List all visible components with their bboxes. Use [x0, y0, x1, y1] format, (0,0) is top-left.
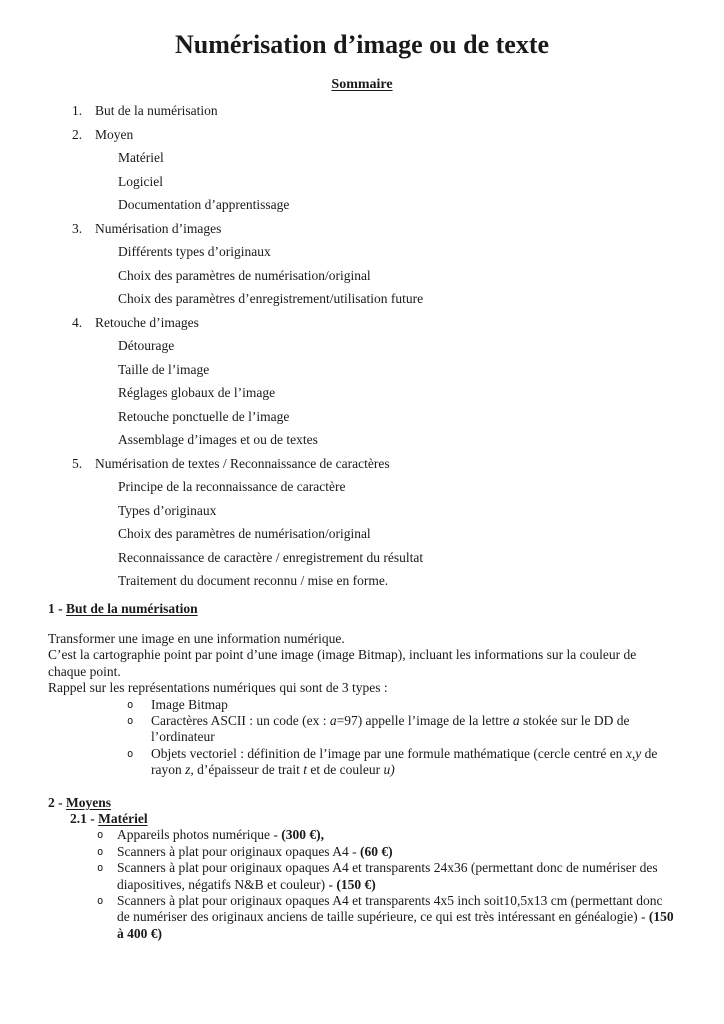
- toc-item-label: Choix des paramètres de numérisation/original: [118, 526, 371, 541]
- bullet-text: Image Bitmap: [151, 696, 228, 712]
- toc-item-label: Différents types d’originaux: [118, 244, 271, 259]
- toc-item: [48, 428, 676, 452]
- section-2-1-subheading-title: Matériel: [98, 810, 148, 826]
- toc-item: [48, 334, 676, 358]
- toc-item: [48, 499, 676, 523]
- toc-item: [48, 569, 676, 593]
- toc-item: [48, 170, 676, 194]
- bullet-item: [48, 697, 676, 713]
- section-1-heading-number: 1 -: [48, 600, 66, 616]
- section-2-bullet-list: [48, 827, 676, 942]
- toc-item: [48, 99, 676, 123]
- bullet-text: Scanners à plat pour originaux opaques A4 et transparents 24x36 (permettant donc de numériser des diapositives, négatifs N&B et couleur) - (150 €): [117, 860, 658, 892]
- toc-item: [48, 358, 676, 382]
- toc-item-label: But de la numérisation: [95, 103, 218, 118]
- paragraph-line: C’est la cartographie point par point d’une image (image Bitmap), incluant les informations sur la couleur de chaque point.: [48, 647, 637, 679]
- section-1-heading: [48, 601, 676, 617]
- bullet-text: Scanners à plat pour originaux opaques A4 - (60 €): [117, 843, 393, 859]
- toc-item: [48, 123, 676, 147]
- bullet-marker: o: [127, 747, 134, 760]
- toc-item-label: Numérisation d’images: [95, 220, 222, 236]
- section-1-paragraph: [48, 631, 676, 697]
- toc-item-label: Reconnaissance de caractère / enregistrement du résultat: [118, 549, 424, 565]
- toc-item: [48, 217, 676, 241]
- toc-item-number: 5.: [72, 455, 83, 471]
- toc-item: [48, 452, 676, 476]
- section-2-heading-title: Moyens: [66, 794, 111, 810]
- toc-item-number: 3.: [72, 220, 83, 236]
- section-1-bullet-list: [48, 697, 676, 779]
- bullet-item: [48, 893, 676, 942]
- bullet-marker: o: [97, 862, 104, 875]
- toc-item-label: Traitement du document reconnu / mise en forme.: [118, 573, 389, 588]
- paragraph-line: Rappel sur les représentations numériques qui sont de 3 types :: [48, 680, 388, 696]
- toc-item-label: Principe de la reconnaissance de caractère: [118, 479, 346, 494]
- toc-item-label: Moyen: [95, 126, 134, 142]
- bullet-text: Objets vectoriel : définition de l’image par une formule mathématique (cercle centré en x,y de rayon z, d’épaisseur de trait t et de couleur u): [151, 745, 658, 778]
- toc-item-label: Taille de l’image: [118, 361, 210, 377]
- toc-item-label: Détourage: [118, 338, 175, 353]
- bullet-marker: o: [127, 714, 134, 727]
- toc-item: [48, 475, 676, 499]
- bullet-text: Appareils photos numérique - (300 €),: [117, 827, 324, 843]
- section-2-heading: [48, 795, 676, 811]
- toc-item-number: 4.: [72, 314, 83, 330]
- bullet-item: [48, 746, 676, 779]
- section-2-1-subheading-number: 2.1 -: [70, 810, 99, 826]
- toc-item: [48, 193, 676, 217]
- toc-heading-label: Sommaire: [331, 77, 393, 92]
- section-but-de-la-numerisation: [48, 601, 676, 779]
- toc-item-label: Numérisation de textes / Reconnaissance de caractères: [95, 455, 390, 471]
- bullet-text: Scanners à plat pour originaux opaques A4 et transparents 4x5 inch soit10,5x13 cm (permettant donc de numériser des originaux anciens de taille supérieure, ce qui est très intéressant en généalogie) - (150 à 400 €): [117, 893, 674, 941]
- toc-item-label: Logiciel: [118, 173, 163, 189]
- toc-item-label: Retouche d’images: [95, 314, 199, 330]
- toc-item: [48, 287, 676, 311]
- bullet-marker: o: [97, 895, 104, 907]
- toc-item-label: Matériel: [118, 150, 164, 165]
- section-2-1-subheading: [48, 811, 676, 827]
- toc-list: [48, 99, 676, 593]
- bullet-item: [48, 844, 676, 860]
- bullet-marker: o: [127, 698, 134, 711]
- toc-item-label: Retouche ponctuelle de l’image: [118, 408, 290, 424]
- toc-item: [48, 522, 676, 546]
- bullet-text: Caractères ASCII : un code (ex : a=97) appelle l’image de la lettre a stokée sur le DD de l’ordinateur: [151, 712, 630, 745]
- bullet-item: [48, 827, 676, 843]
- toc-item: [48, 240, 676, 264]
- section-moyens: [48, 795, 676, 943]
- bullet-marker: o: [97, 845, 104, 858]
- toc-item-label: Choix des paramètres de numérisation/original: [118, 267, 371, 283]
- section-1-heading-title: But de la numérisation: [66, 600, 198, 616]
- toc-item-label: Réglages globaux de l’image: [118, 385, 276, 400]
- toc-item-label: Choix des paramètres d’enregistrement/utilisation future: [118, 291, 424, 306]
- toc-item: [48, 405, 676, 429]
- toc-item: [48, 311, 676, 335]
- toc-item: [48, 381, 676, 405]
- toc-item-label: Assemblage d’images et ou de textes: [118, 432, 318, 447]
- section-2-heading-number: 2 -: [48, 794, 66, 810]
- toc-item-number: 1.: [72, 103, 83, 118]
- bullet-marker: o: [97, 829, 104, 842]
- paragraph-line: Transformer une image en une information numérique.: [48, 630, 345, 646]
- bullet-item: [48, 860, 676, 893]
- toc-item: [48, 546, 676, 570]
- toc-item: [48, 264, 676, 288]
- toc-item-label: Types d’originaux: [118, 502, 217, 518]
- toc-item-number: 2.: [72, 126, 83, 142]
- toc-item-label: Documentation d’apprentissage: [118, 197, 290, 212]
- document-title: Numérisation d’image ou de texte: [174, 30, 550, 59]
- toc-heading: [48, 76, 676, 94]
- toc-item: [48, 146, 676, 170]
- bullet-item: [48, 713, 676, 746]
